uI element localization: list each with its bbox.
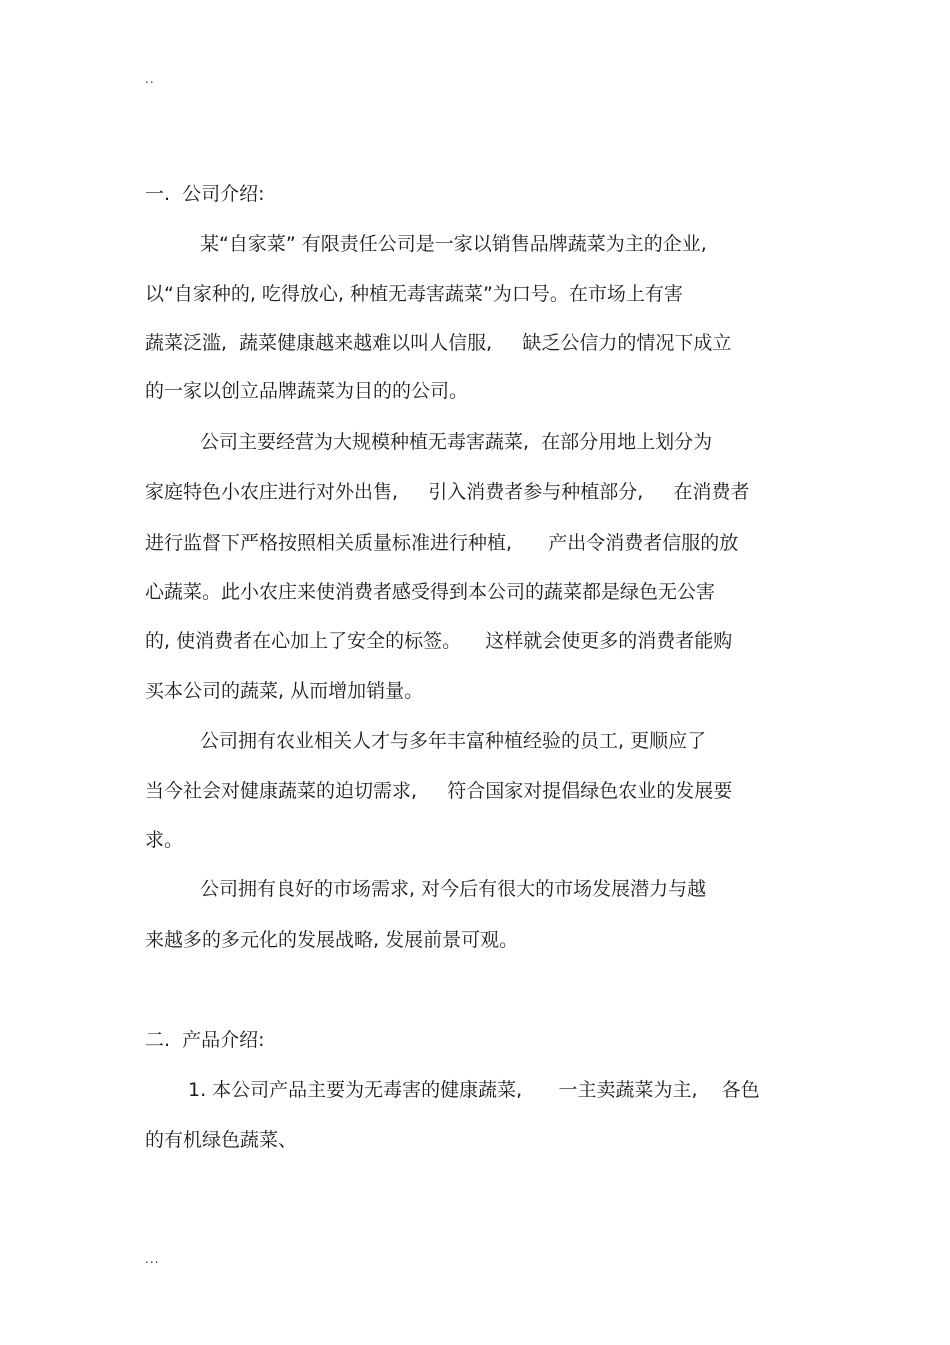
text-line: 当今社会对健康蔬菜的迫切需求, 符合国家对提倡绿色农业的发展要 <box>145 780 733 802</box>
text-line: 的一家以创立品牌蔬菜为目的的公司。 <box>145 380 469 402</box>
text-line: 蔬菜泛滥, 蔬菜健康越来越难以叫人信服, 缺乏公信力的情况下成立 <box>145 332 732 354</box>
text-line: 的有机绿色蔬菜、 <box>145 1129 298 1151</box>
text-line: 1. 本公司产品主要为无毒害的健康蔬菜, 一主卖蔬菜为主, 各色 <box>188 1079 760 1101</box>
text-line: 进行监督下严格按照相关质量标准进行种植, 产出令消费者信服的放 <box>145 532 739 554</box>
text-line: 家庭特色小农庄进行对外出售, 引入消费者参与种植部分, 在消费者 <box>145 481 750 503</box>
section-heading-company-intro: 一. 公司介绍: <box>145 183 265 205</box>
text-line: 公司拥有良好的市场需求, 对今后有很大的市场发展潜力与越 <box>200 878 707 900</box>
header-marker: .. <box>145 72 155 86</box>
text-line: 以“自家种的, 吃得放心, 种植无毒害蔬菜”为口号。在市场上有害 <box>145 283 683 305</box>
text-line: 公司主要经营为大规模种植无毒害蔬菜, 在部分用地上划分为 <box>200 431 713 453</box>
text-line: 买本公司的蔬菜, 从而增加销量。 <box>145 680 424 702</box>
text-line: 公司拥有农业相关人才与多年丰富种植经验的员工, 更顺应了 <box>200 730 707 752</box>
text-line: 心蔬菜。此小农庄来使消费者感受得到本公司的蔬菜都是绿色无公害 <box>145 581 716 603</box>
text-line: 的, 使消费者在心加上了安全的标签。 这样就会使更多的消费者能购 <box>145 630 733 652</box>
section-heading-product-intro: 二. 产品介绍: <box>145 1029 265 1051</box>
text-line: 求。 <box>145 829 184 851</box>
footer-marker: ... <box>145 1252 160 1266</box>
text-line: 某“自家菜” 有限责任公司是一家以销售品牌蔬菜为主的企业, <box>200 233 707 255</box>
text-line: 来越多的多元化的发展战略, 发展前景可观。 <box>145 929 519 951</box>
